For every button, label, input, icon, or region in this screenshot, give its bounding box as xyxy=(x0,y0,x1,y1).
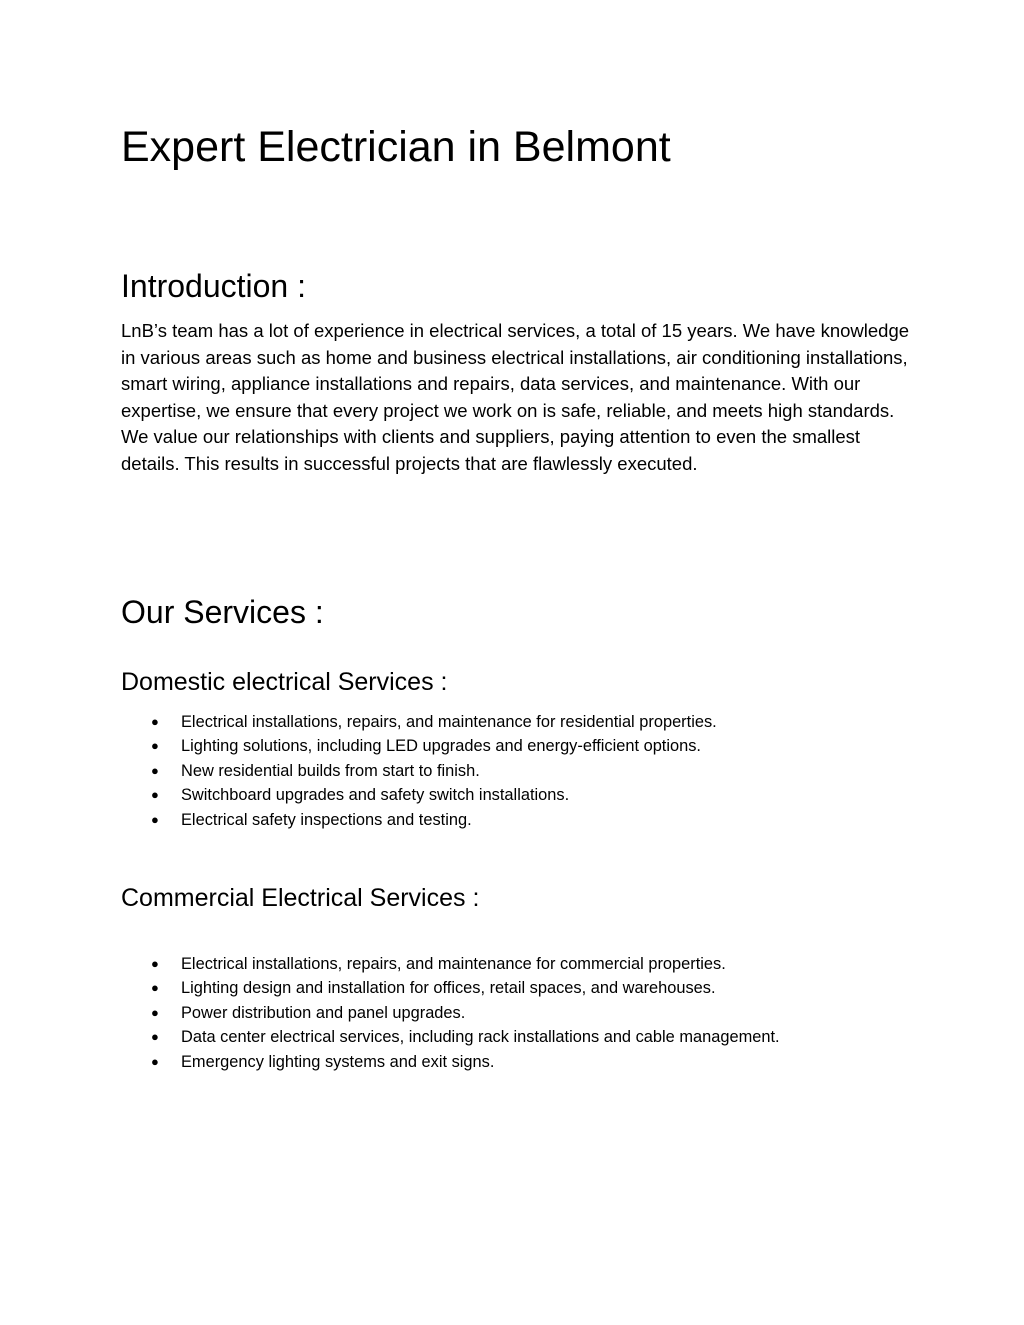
introduction-paragraph: LnB’s team has a lot of experience in electrical services, a total of 15 years. We have knowledge in various areas such as home and business electrical installations, air conditioning installations, smart wiring, appliance installations and repairs, data services, and maintenance. With our expertise, we ensure that every project we work on is safe, reliable, and meets high standards. We value our relationships with clients and suppliers, paying attention to even the smallest details. This results in successful projects that are flawlessly executed. xyxy=(121,320,910,474)
list-item-text: Electrical installations, repairs, and maintenance for residential properties. xyxy=(181,713,717,731)
list-item xyxy=(121,783,911,807)
list-item xyxy=(121,1001,911,1025)
list-item-text: Electrical installations, repairs, and maintenance for commercial properties. xyxy=(181,955,726,973)
list-item-text: Switchboard upgrades and safety switch installations. xyxy=(181,786,570,805)
list-item xyxy=(121,734,911,758)
domestic-services-list xyxy=(121,710,911,832)
commercial-services-heading: Commercial Electrical Services : xyxy=(121,884,480,912)
bullet-icon: ● xyxy=(151,1053,159,1069)
bullet-icon: ● xyxy=(151,1004,159,1020)
domestic-services-heading: Domestic electrical Services : xyxy=(121,668,448,696)
bullet-icon: ● xyxy=(151,714,159,729)
commercial-services-list xyxy=(121,952,911,1074)
bullet-icon: ● xyxy=(151,980,159,996)
list-item xyxy=(121,952,911,976)
list-item xyxy=(121,808,911,832)
list-item xyxy=(121,1025,911,1049)
bullet-icon: ● xyxy=(151,787,159,803)
bullet-icon: ● xyxy=(151,762,159,778)
list-item xyxy=(121,1050,911,1074)
bullet-icon: ● xyxy=(151,956,159,971)
list-item xyxy=(121,976,911,1000)
list-item-text: Lighting design and installation for offices, retail spaces, and warehouses. xyxy=(181,979,716,998)
bullet-icon: ● xyxy=(151,811,159,827)
list-item-text: Electrical safety inspections and testing. xyxy=(181,810,472,829)
list-item-text: Emergency lighting systems and exit signs. xyxy=(181,1052,495,1071)
list-item xyxy=(121,759,911,783)
list-item xyxy=(121,710,911,734)
services-heading: Our Services : xyxy=(121,594,324,630)
list-item-text: Data center electrical services, including rack installations and cable management. xyxy=(181,1028,780,1047)
list-item-text: Lighting solutions, including LED upgrades and energy-efficient options. xyxy=(181,737,701,756)
bullet-icon: ● xyxy=(151,1029,159,1045)
bullet-icon: ● xyxy=(151,738,159,754)
list-item-text: New residential builds from start to finish. xyxy=(181,761,480,780)
list-item-text: Power distribution and panel upgrades. xyxy=(181,1003,466,1022)
introduction-heading: Introduction : xyxy=(121,268,306,304)
page-title: Expert Electrician in Belmont xyxy=(121,123,671,171)
